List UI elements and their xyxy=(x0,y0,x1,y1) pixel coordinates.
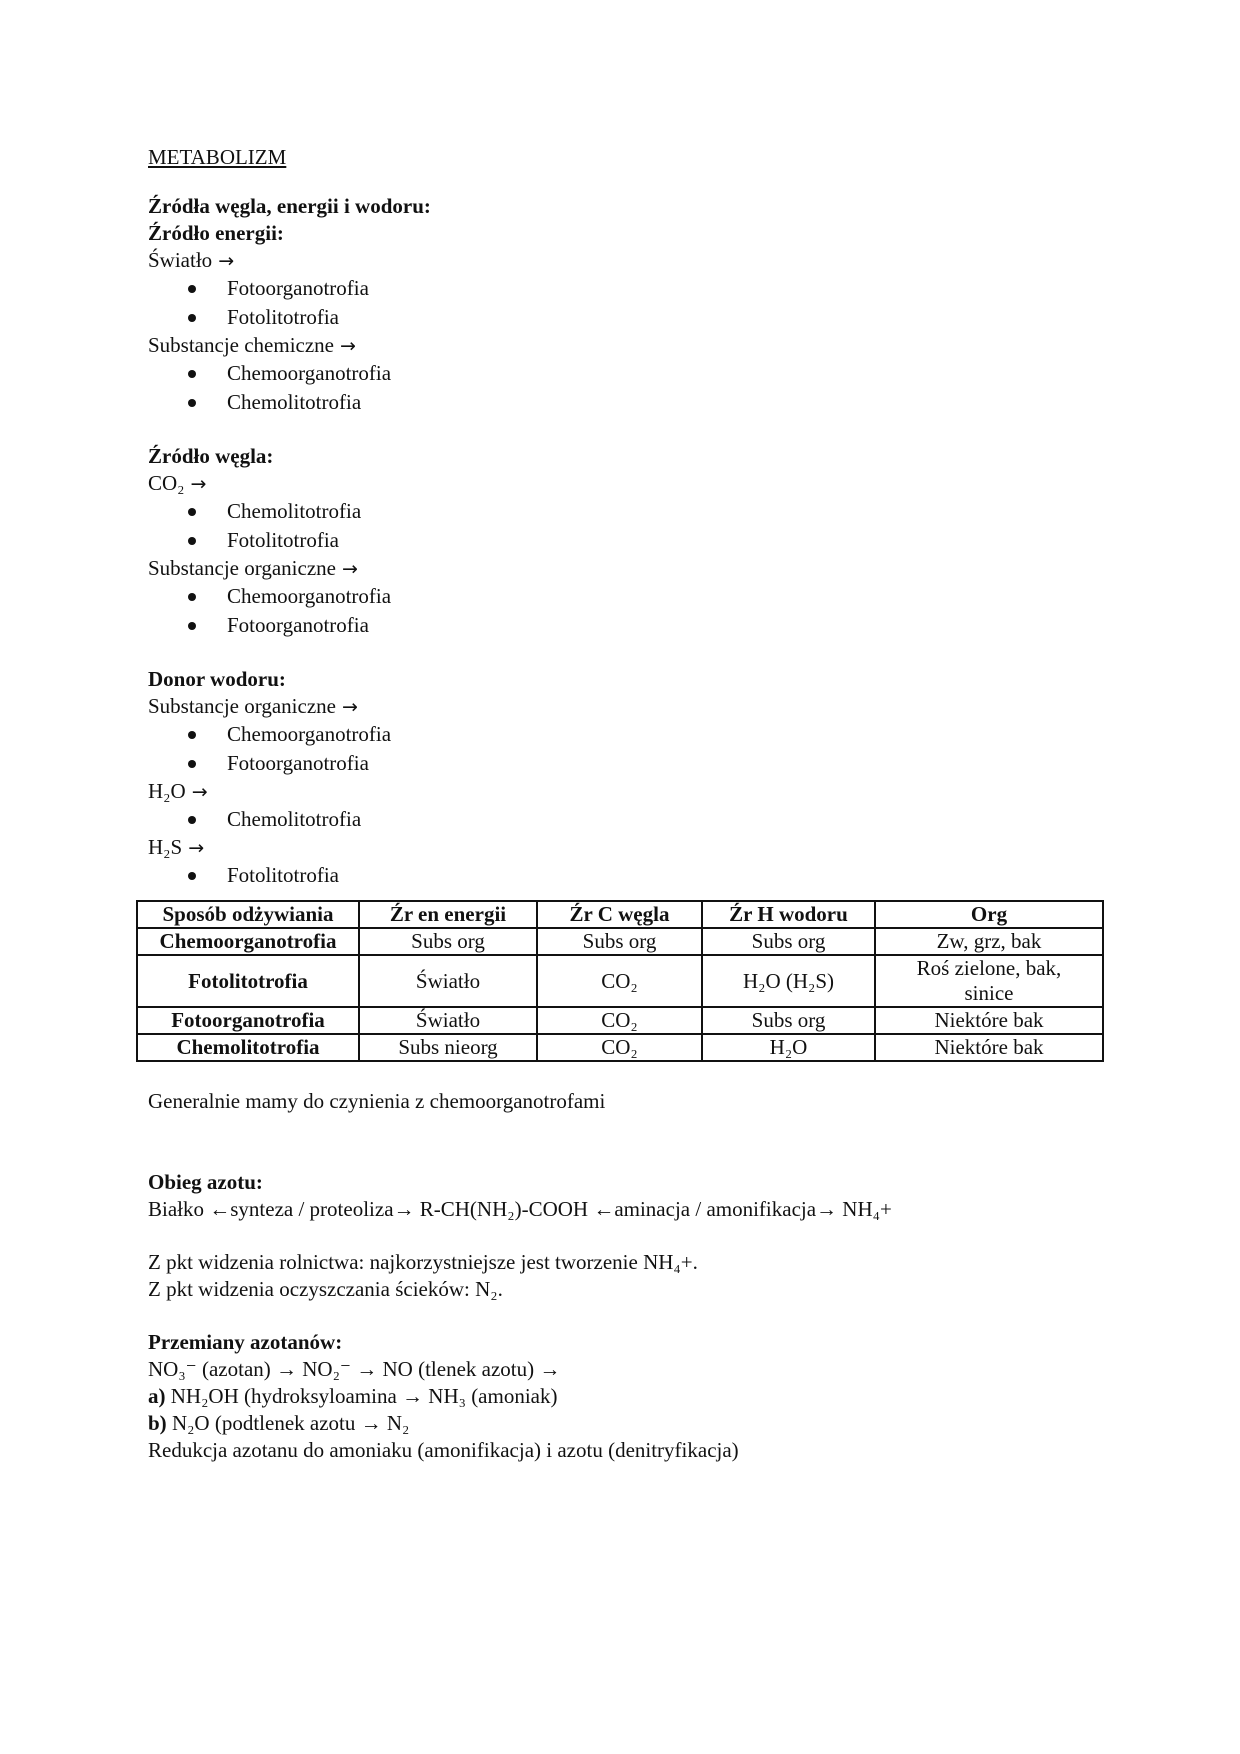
bullet-icon xyxy=(188,593,196,601)
carbon-group-label: CO₂ → xyxy=(148,470,1108,497)
table-cell: Roś zielone, bak, sinice xyxy=(875,955,1103,1007)
hydrogen-group-label: H₂S → xyxy=(148,834,1108,861)
list-item: Fotoorganotrofia xyxy=(148,749,1108,778)
energy-heading: Źródło energii: xyxy=(148,221,284,245)
bullet-icon xyxy=(188,760,196,768)
table-header: Źr H wodoru xyxy=(702,901,875,928)
hydrogen-heading: Donor wodoru: xyxy=(148,667,286,691)
table-cell: Niektóre bak xyxy=(875,1007,1103,1034)
bullet-icon xyxy=(188,399,196,407)
table-header: Org xyxy=(875,901,1103,928)
list-item: Chemoorganotrofia xyxy=(148,582,1108,611)
list-item: Fotolitotrofia xyxy=(148,303,1108,332)
list-item: Chemoorganotrofia xyxy=(148,720,1108,749)
bullet-icon xyxy=(188,537,196,545)
nitrogen-cycle-line: Białko ←synteza / proteoliza→ R-CH(NH₂)-COOH ←aminacja / amonifikacja→ NH₄+ xyxy=(148,1197,892,1221)
list-item: Chemolitotrofia xyxy=(148,805,1108,834)
list-item: Fotolitotrofia xyxy=(148,526,1108,555)
table-cell: CO₂ xyxy=(537,1007,702,1034)
nutrition-table xyxy=(136,900,1104,1062)
table-cell: CO₂ xyxy=(537,955,702,1007)
nitrates-heading: Przemiany azotanów: xyxy=(148,1330,343,1354)
table-cell: CO₂ xyxy=(537,1034,702,1061)
bullet-icon xyxy=(188,285,196,293)
general-note: Generalnie mamy do czynienia z chemoorganotrofami xyxy=(148,1089,606,1113)
table-cell: Subs org xyxy=(537,928,702,955)
table-cell: H₂O (H₂S) xyxy=(702,955,875,1007)
bullet-icon xyxy=(188,370,196,378)
table-header: Sposób odżywiania xyxy=(137,901,359,928)
table-cell: Subs org xyxy=(702,928,875,955)
table-cell: Subs nieorg xyxy=(359,1034,537,1061)
bullet-icon xyxy=(188,816,196,824)
table-cell: Fotolitotrofia xyxy=(137,955,359,1007)
table-cell: Subs org xyxy=(359,928,537,955)
nitrates-line-1: NO₃⁻ (azotan) → NO₂⁻ → NO (tlenek azotu) → xyxy=(148,1357,561,1381)
table-cell: Fotoorganotrofia xyxy=(137,1007,359,1034)
table-header-row xyxy=(137,901,1103,928)
table-row xyxy=(137,955,1103,1007)
nitrogen-heading: Obieg azotu: xyxy=(148,1170,263,1194)
table-cell: Zw, grz, bak xyxy=(875,928,1103,955)
sources-heading: Źródła węgla, energii i wodoru: xyxy=(148,194,431,218)
hydrogen-group-label: H₂O → xyxy=(148,778,1108,805)
energy-group-label: Światło → xyxy=(148,247,1108,274)
bullet-icon xyxy=(188,872,196,880)
carbon-heading: Źródło węgla: xyxy=(148,444,274,468)
bullet-icon xyxy=(188,622,196,630)
table-cell: Światło xyxy=(359,955,537,1007)
table-cell: Światło xyxy=(359,1007,537,1034)
nitrates-line-a: a) NH₂OH (hydroksyloamina → NH₃ (amoniak) xyxy=(148,1384,558,1408)
hydrogen-group-label: Substancje organiczne → xyxy=(148,693,1108,720)
table-header: Źr C węgla xyxy=(537,901,702,928)
list-item: Fotoorganotrofia xyxy=(148,611,1108,640)
table-cell: Chemolitotrofia xyxy=(137,1034,359,1061)
bullet-icon xyxy=(188,731,196,739)
nitrogen-note-wastewater: Z pkt widzenia oczyszczania ścieków: N₂. xyxy=(148,1277,503,1301)
table-cell: Niektóre bak xyxy=(875,1034,1103,1061)
nitrates-line-b: b) N₂O (podtlenek azotu → N₂ xyxy=(148,1411,410,1435)
table-row xyxy=(137,1007,1103,1034)
bullet-icon xyxy=(188,314,196,322)
table-cell: Chemoorganotrofia xyxy=(137,928,359,955)
nitrates-summary: Redukcja azotanu do amoniaku (amonifikacja) i azotu (denitryfikacja) xyxy=(148,1438,739,1462)
table-cell: Subs org xyxy=(702,1007,875,1034)
energy-group-label: Substancje chemiczne → xyxy=(148,332,1108,359)
list-item: Chemoorganotrofia xyxy=(148,359,1108,388)
list-item: Fotoorganotrofia xyxy=(148,274,1108,303)
page-title: METABOLIZM xyxy=(148,145,287,169)
list-item: Chemolitotrofia xyxy=(148,497,1108,526)
bullet-icon xyxy=(188,508,196,516)
table-cell: H₂O xyxy=(702,1034,875,1061)
document-page xyxy=(148,145,1108,1464)
table-row xyxy=(137,1034,1103,1061)
list-item: Chemolitotrofia xyxy=(148,388,1108,417)
nitrogen-note-agriculture: Z pkt widzenia rolnictwa: najkorzystniejsze jest tworzenie NH₄+. xyxy=(148,1250,698,1274)
carbon-group-label: Substancje organiczne → xyxy=(148,555,1108,582)
list-item: Fotolitotrofia xyxy=(148,861,1108,890)
table-row xyxy=(137,928,1103,955)
table-header: Źr en energii xyxy=(359,901,537,928)
